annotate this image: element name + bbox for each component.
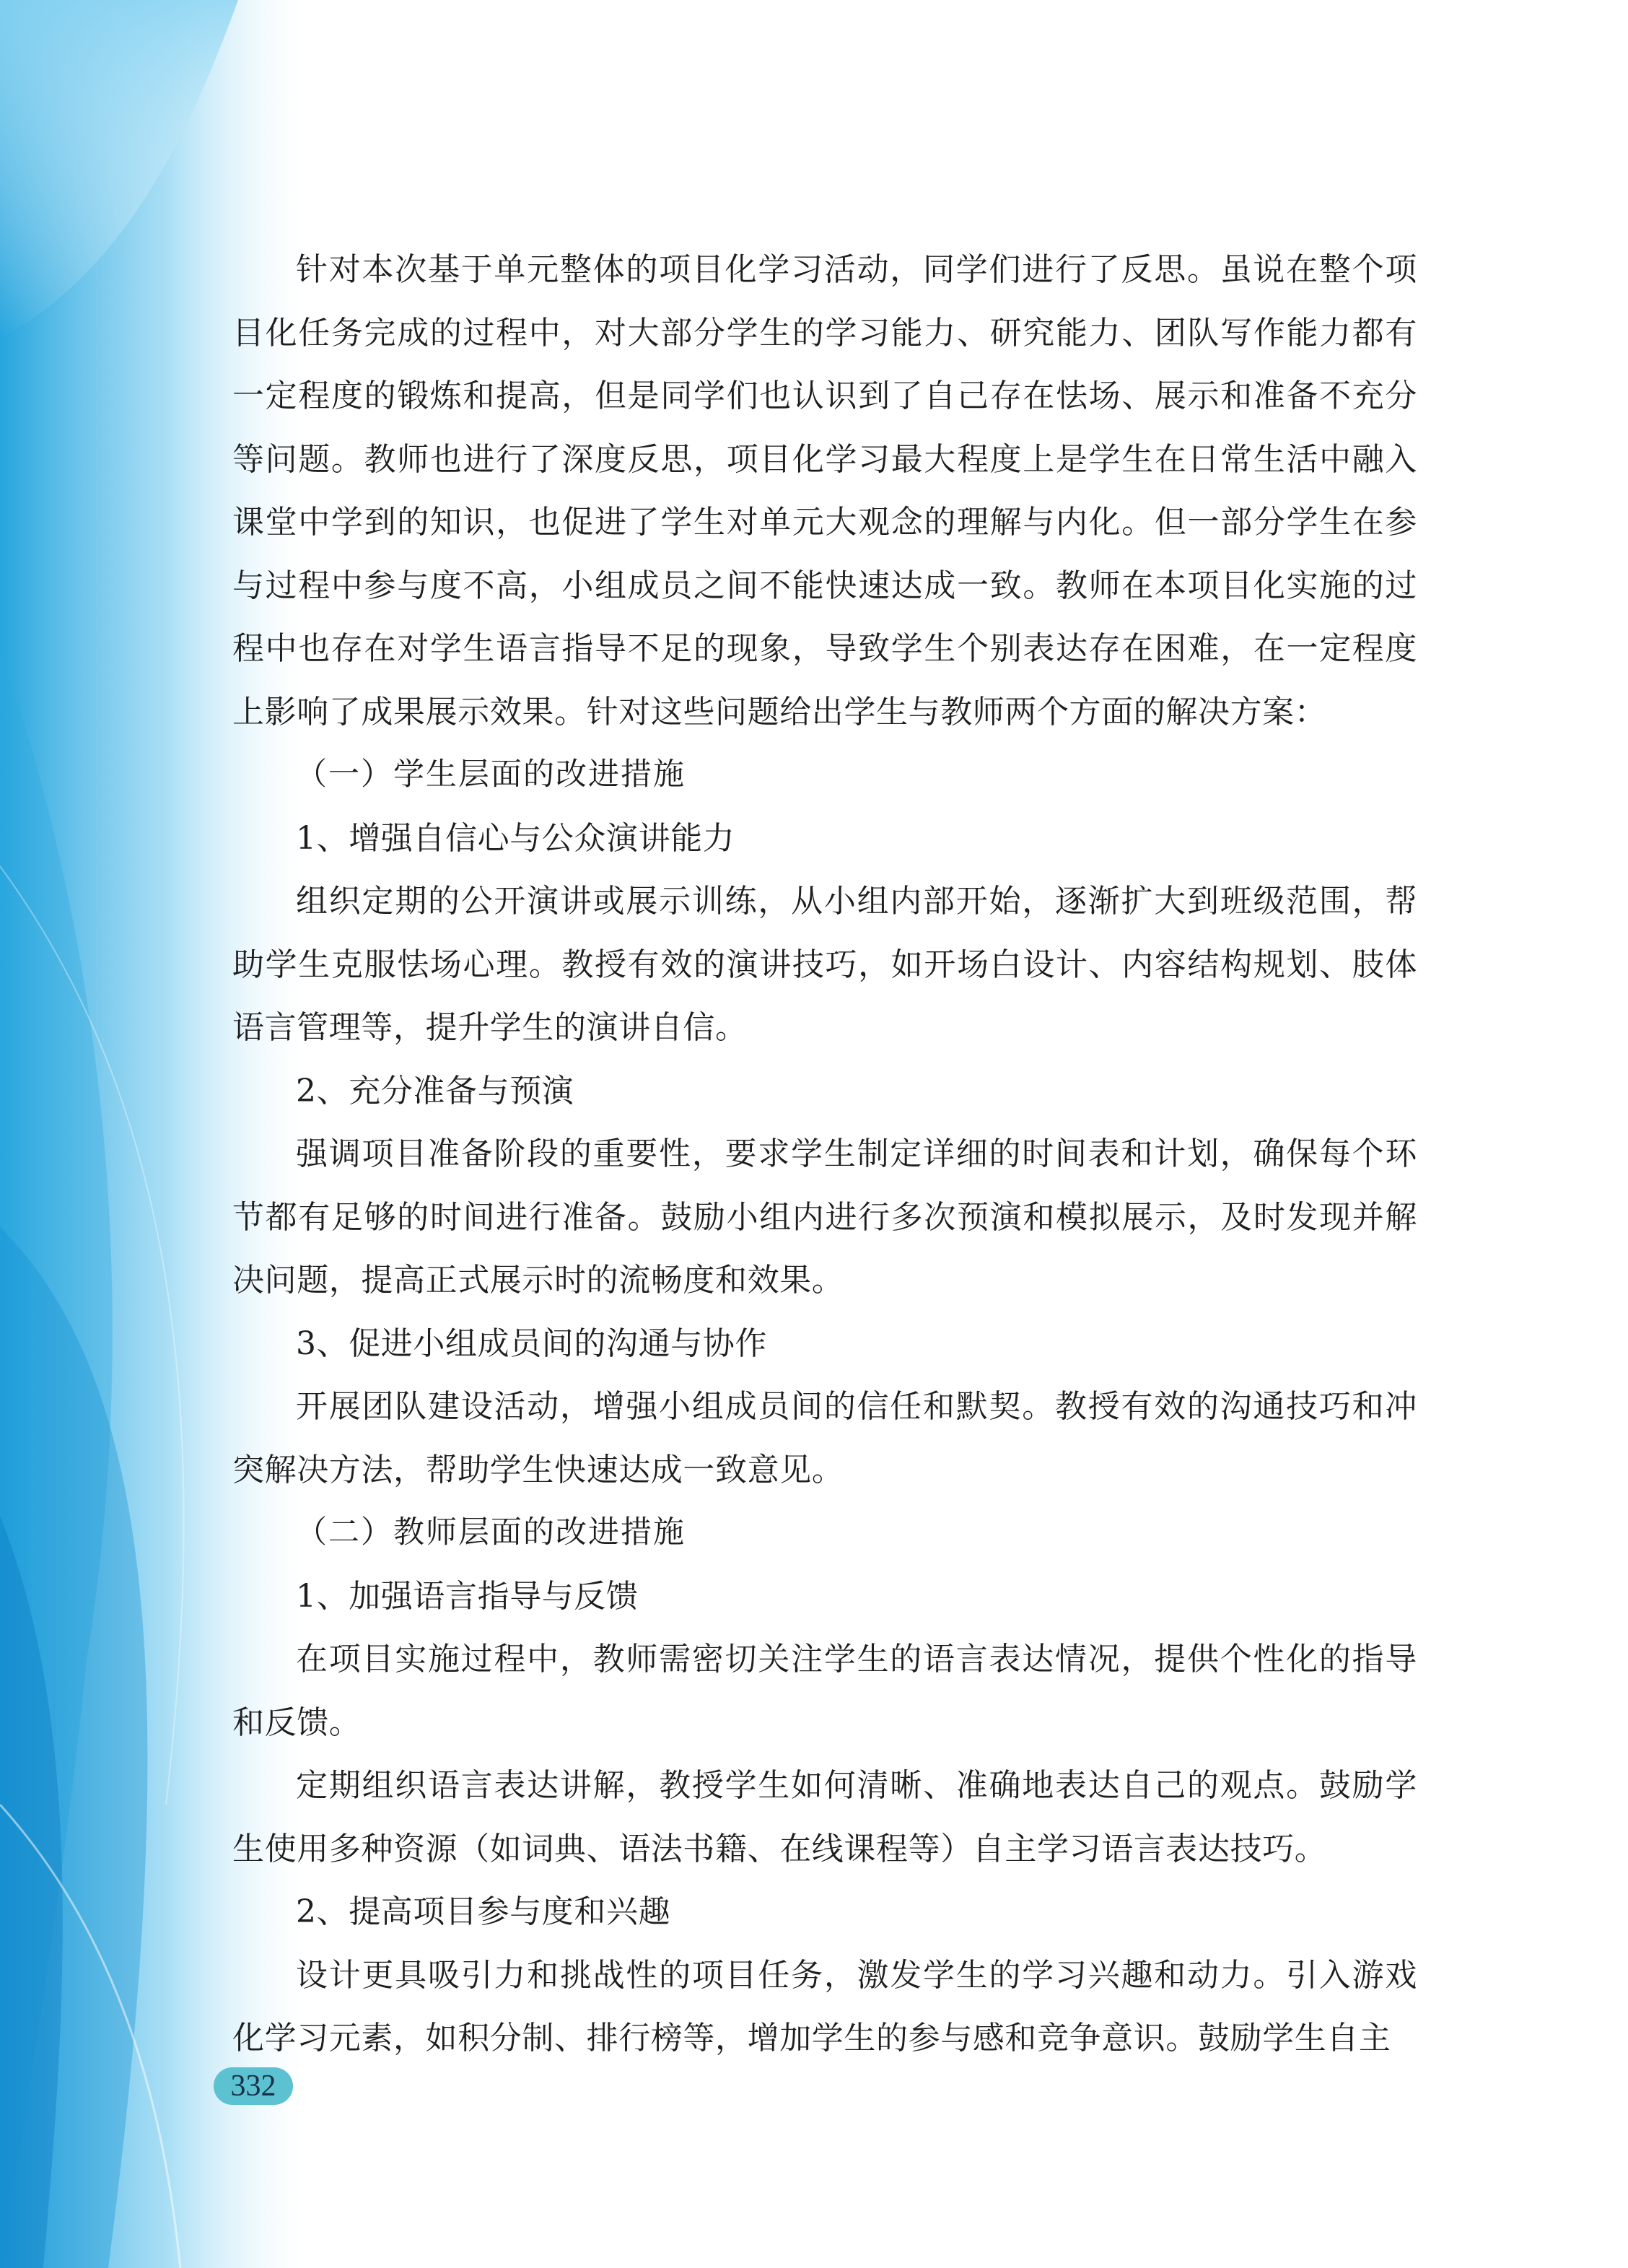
- page-number: 332: [230, 2069, 276, 2103]
- article-body: [232, 238, 1417, 2070]
- student-item-3-text: 开展团队建设活动，增强小组成员间的信任和默契。教授有效的沟通技巧和冲突解决方法，帮助学生快速达成一致意见。: [232, 1388, 1417, 1488]
- teacher-item-1-title: 1、加强语言指导与反馈: [296, 1577, 639, 1615]
- section-heading-student: （一）学生层面的改进措施: [296, 756, 686, 793]
- student-item-1-text: 组织定期的公开演讲或展示训练，从小组内部开始，逐渐扩大到班级范围，帮助学生克服怯场心理。教授有效的演讲技巧，如开场白设计、内容结构规划、肢体语言管理等，提升学生的演讲自信。: [232, 883, 1417, 1046]
- teacher-item-2-title: 2、提高项目参与度和兴趣: [296, 1893, 671, 1930]
- section-heading-teacher: （二）教师层面的改进措施: [296, 1514, 686, 1550]
- student-item-2-title: 2、充分准备与预演: [296, 1072, 574, 1109]
- student-item-1-title: 1、增强自信心与公众演讲能力: [296, 819, 735, 857]
- teacher-item-1-text-b: 定期组织语言表达讲解，教授学生如何清晰、准确地表达自己的观点。鼓励学生使用多种资源（如词典、语法书籍、在线课程等）自主学习语言表达技巧。: [232, 1767, 1417, 1867]
- student-item-3-title: 3、促进小组成员间的沟通与协作: [296, 1325, 767, 1362]
- page-number-badge: [214, 2067, 293, 2105]
- intro-paragraph: 针对本次基于单元整体的项目化学习活动，同学们进行了反思。虽说在整个项目化任务完成的过程中，对大部分学生的学习能力、研究能力、团队写作能力都有一定程度的锻炼和提高，但是同学们也认识到了自己存在怯场、展示和准备不充分等问题。教师也进行了深度反思，项目化学习最大程度上是学生在日常生活中融入课堂中学到的知识，也促进了学生对单元大观念的理解与内化。但一部分学生在参与过程中参与度不高，小组成员之间不能快速达成一致。教师在本项目化实施的过程中也存在对学生语言指导不足的现象，导致学生个别表达存在困难，在一定程度上影响了成果展示效果。针对这些问题给出学生与教师两个方面的解决方案：: [232, 251, 1417, 730]
- teacher-item-1-text-a: 在项目实施过程中，教师需密切关注学生的语言表达情况，提供个性化的指导和反馈。: [232, 1641, 1417, 1741]
- teacher-item-2-text: 设计更具吸引力和挑战性的项目任务，激发学生的学习兴趣和动力。引入游戏化学习元素，如积分制、排行榜等，增加学生的参与感和竞争意识。鼓励学生自主: [232, 1956, 1417, 2057]
- student-item-2-text: 强调项目准备阶段的重要性，要求学生制定详细的时间表和计划，确保每个环节都有足够的时间进行准备。鼓励小组内进行多次预演和模拟展示，及时发现并解决问题，提高正式展示时的流畅度和效果。: [232, 1135, 1417, 1299]
